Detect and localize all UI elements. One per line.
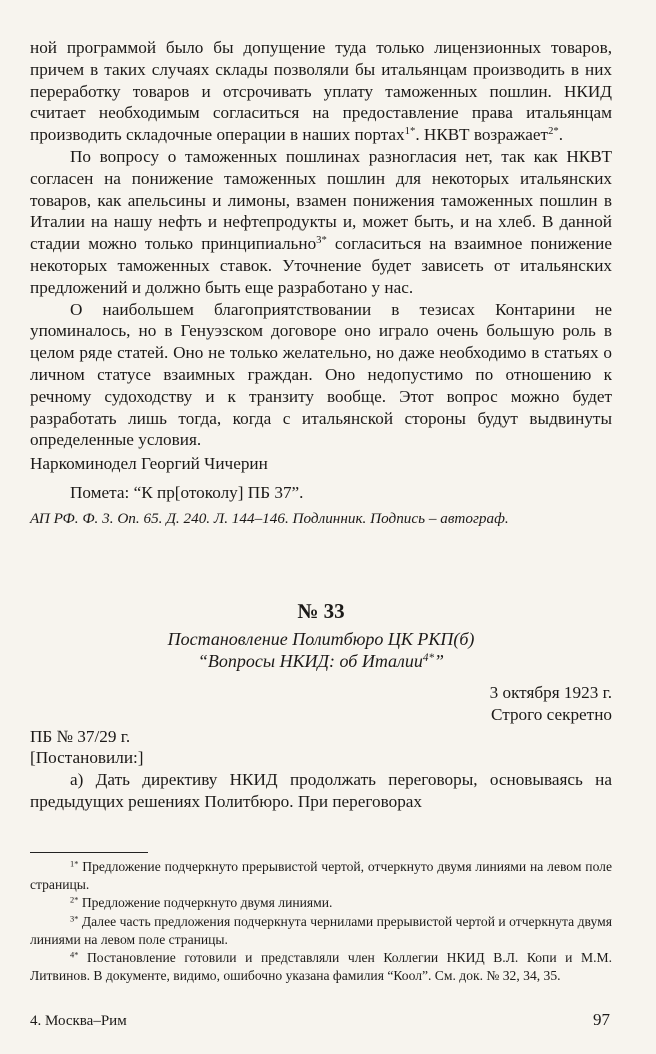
paragraph-2: По вопросу о таможенных пошлинах разногласия нет, так как НКВТ согласен на понижение таможенных пошлин для некоторых итальянских товаров, как апельсины и лимоны, взамен понижения таможенных пошлин в Италии на нашу нефть и нефтепродукты и, может быть, и на хлеб. В данной стадии можно только принципиально$^{3*}$ согласиться на взаимное понижение некоторых таможенных ставок. Уточнение будет зависеть от итальянских предложений и должно быть еще разработано у нас.: [30, 146, 613, 297]
secrecy-mark: Строго секретно: [490, 704, 612, 724]
signature: Наркоминодел Георгий Чичерин: [30, 454, 268, 474]
document-title-line-2: “Вопросы НКИД: об Италии$^{4*}$”: [197, 651, 445, 671]
footnote-4: $^{4*}$ Постановление готовили и представляли член Коллегии НКИД В.Л. Копи и М.М. Литвинов. В документе, видимо, ошибочно указана фамилия “Коол”. См. док. № 32, 34, 35.: [30, 949, 612, 984]
footnote-ref-2: 2*: [548, 126, 559, 138]
footnotes: [30, 858, 612, 985]
footnote-ref-3: 3*: [316, 235, 327, 247]
document-33: [30, 598, 612, 813]
footnote-1: $^{1*}$ Предложение подчеркнуто прерывистой чертой, отчеркнуто двумя линиями на левом поле страницы.: [30, 858, 612, 893]
footnote-3: $^{3*}$ Далее часть предложения подчеркнута чернилами прерывистой чертой и отчеркнута двумя линиями на левом поле страницы.: [30, 912, 612, 947]
pometa: Помета: “К пр[отоколу] ПБ 37”.: [70, 482, 304, 502]
footnote-ref-1: 1*: [404, 126, 416, 138]
footnote-ref-4: 4*: [422, 651, 435, 664]
document-title-line-1: Постановление Политбюро ЦК РКП(б): [167, 629, 475, 649]
document-date: 3 октября 1923 г.: [489, 683, 612, 702]
paragraph-a: а) Дать директиву НКИД продолжать переговоры, основываясь на предыдущих решениях Политбюро. При переговорах: [30, 770, 612, 811]
page-number: 97: [593, 1010, 610, 1029]
archive-reference: АП РФ. Ф. 3. Оп. 65. Д. 240. Л. 144–146. Подлинник. Подпись – автограф.: [30, 509, 509, 527]
postanovili: [Постановили:]: [30, 748, 144, 768]
footnote-divider: [30, 852, 148, 853]
running-footer-section: 4. Москва–Рим: [30, 1013, 127, 1029]
main-text: [30, 37, 612, 529]
footnote-2: $^{2*}$ Предложение подчеркнуто двумя линиями.: [70, 894, 333, 911]
paragraph-3: О наибольшем благоприятствовании в тезисах Контарини не упоминалось, но в Генуэзском договоре оно играло очень большую роль в целом ряде статей. Оно не только желательно, но даже необходимо в статьях о личном статусе взаимных граждан. Оно недопустимо по отношению к речному судоходству и к транзиту вообще. Этот вопрос можно будет разработать лишь тогда, когда с итальянской стороны будут выдвинуты определенные условия.: [30, 299, 612, 450]
pb-number: ПБ № 37/29 г.: [30, 726, 131, 746]
paragraph-1: ной программой было бы допущение туда только лицензионных товаров, причем в таких случаях склады позволяли бы итальянцам производить в них переработку товаров и отсрочивать уплату таможенных пошлин. НКИД считает необходимым согласиться на предоставление права итальянцам производить складочные операции в наших портах$^{1*}$. НКВТ возражает$^{2*}$.: [30, 38, 612, 145]
document-number: № 33: [297, 599, 345, 623]
